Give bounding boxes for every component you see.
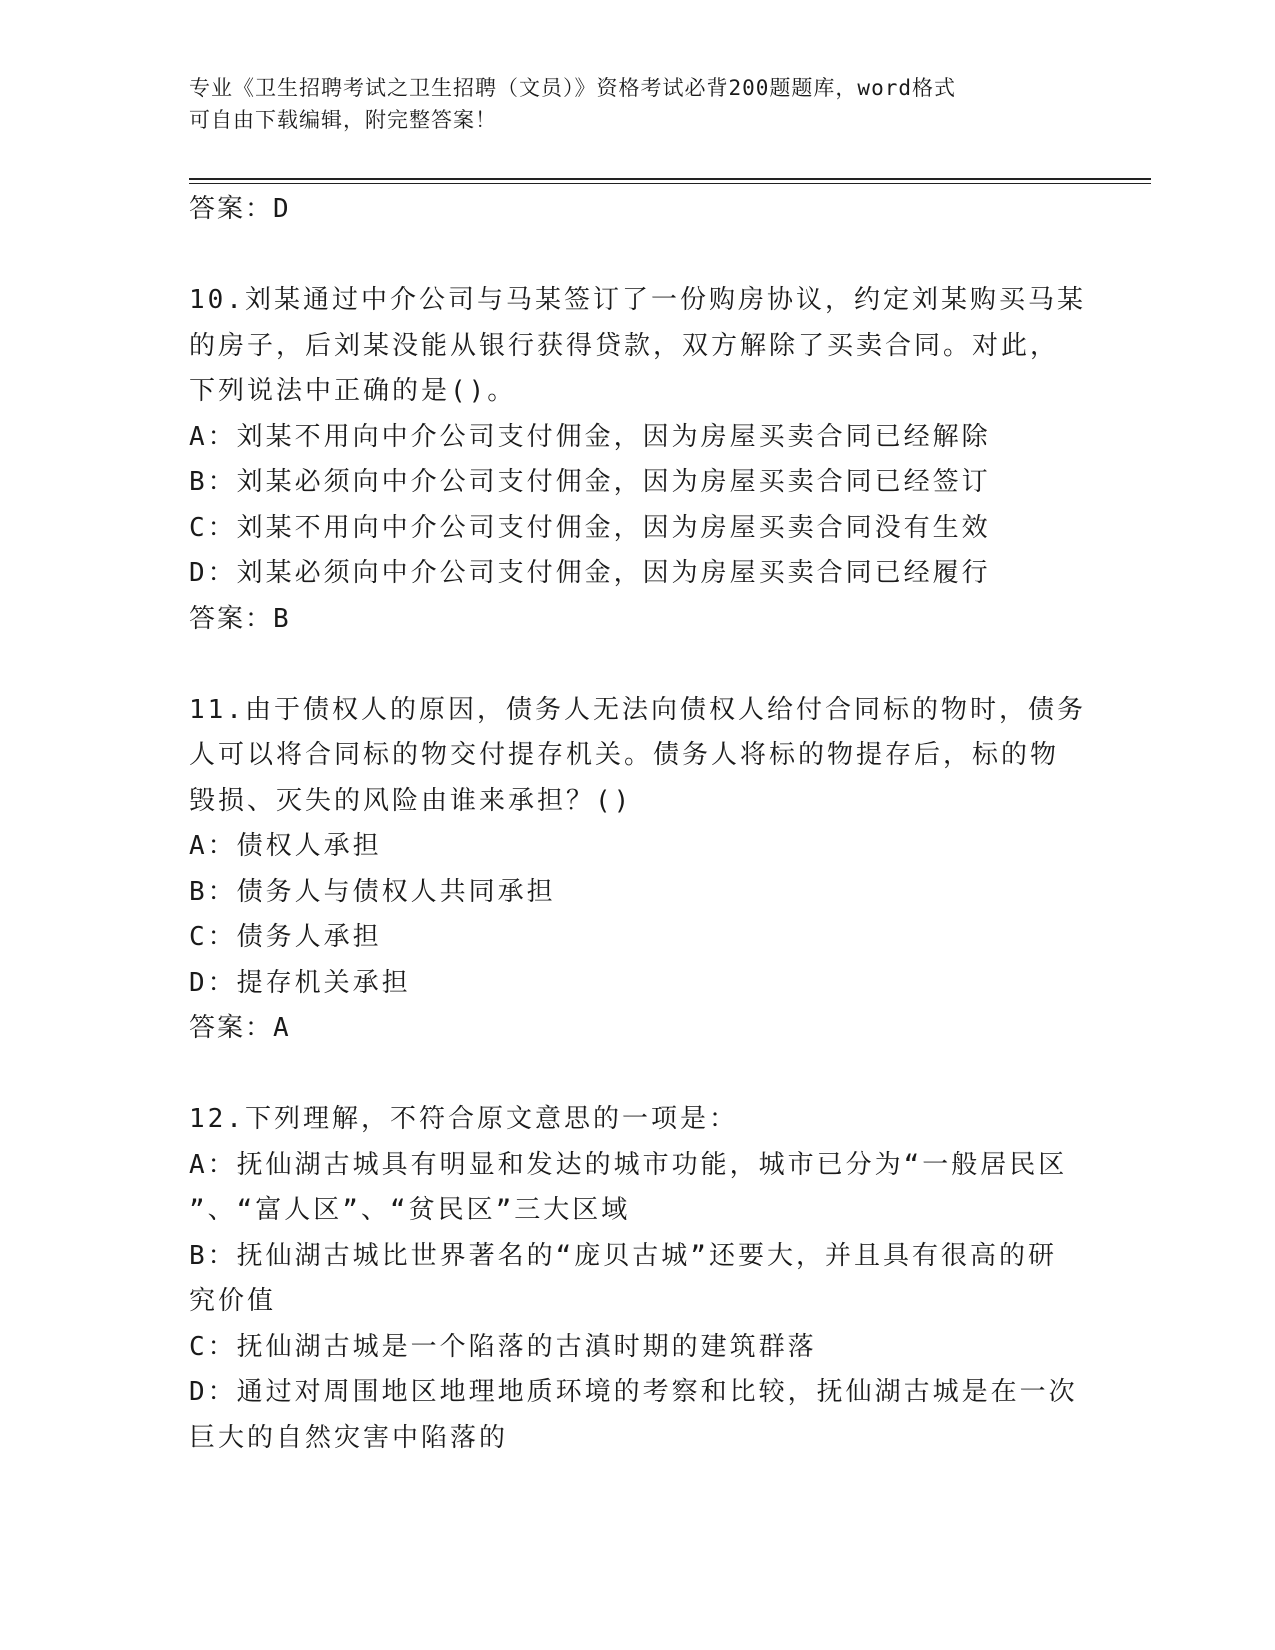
header-title-line-1: 专业《卫生招聘考试之卫生招聘（文员）》资格考试必背200题题库，word格式 (189, 76, 956, 100)
question-stem-line: 人可以将合同标的物交付提存机关。债务人将标的物提存后，标的物 (189, 740, 1060, 770)
question-11 (189, 688, 1089, 1052)
spacer (189, 1052, 1089, 1098)
option-a: A：抚仙湖古城具有明显和发达的城市功能，城市已分为“一般居民区 (189, 1149, 1068, 1180)
question-stem-line: 下列说法中正确的是()。 (189, 376, 517, 406)
question-stem-line: 毁损、灭失的风险由谁来承担？() (189, 785, 633, 816)
header-divider (189, 178, 1151, 184)
answer: 答案：B (189, 603, 291, 634)
question-stem-line: 11.由于债权人的原因，债务人无法向债权人给付合同标的物时，债务 (189, 694, 1086, 725)
option-d: D：刘某必须向中介公司支付佣金，因为房屋买卖合同已经履行 (189, 558, 991, 588)
option-d-continued: 巨大的自然灾害中陷落的 (189, 1422, 509, 1453)
document-header (189, 72, 1069, 136)
option-a-continued: ”、“富人区”、“贫民区”三大区域 (189, 1195, 631, 1225)
question-10 (189, 278, 1089, 642)
answer: 答案：A (189, 1013, 291, 1043)
spacer (189, 233, 1089, 279)
option-b-continued: 究价值 (189, 1286, 277, 1316)
option-c: C：抚仙湖古城是一个陷落的古滇时期的建筑群落 (189, 1331, 817, 1362)
question-stem-line: 12.下列理解，不符合原文意思的一项是： (189, 1104, 738, 1134)
previous-answer: 答案：D (189, 194, 291, 224)
question-stem-line: 10.刘某通过中介公司与马某签订了一份购房协议，约定刘某购买马某 (189, 285, 1086, 315)
question-list (189, 187, 1089, 1461)
option-d: D：通过对周围地区地理地质环境的考察和比较，抚仙湖古城是在一次 (189, 1377, 1078, 1407)
option-b: B：抚仙湖古城比世界著名的“庞贝古城”还要大，并且具有很高的研 (189, 1240, 1057, 1271)
option-d: D：提存机关承担 (189, 967, 411, 998)
option-c: C：债务人承担 (189, 922, 382, 952)
option-a: A：刘某不用向中介公司支付佣金，因为房屋买卖合同已经解除 (189, 421, 991, 452)
question-12 (189, 1097, 1089, 1461)
option-b: B：刘某必须向中介公司支付佣金，因为房屋买卖合同已经签订 (189, 467, 991, 497)
option-a: A：债权人承担 (189, 831, 382, 861)
option-c: C：刘某不用向中介公司支付佣金，因为房屋买卖合同没有生效 (189, 512, 991, 543)
option-b: B：债务人与债权人共同承担 (189, 876, 556, 907)
header-title-line-2: 可自由下载编辑，附完整答案！ (189, 108, 497, 132)
question-stem-line: 的房子，后刘某没能从银行获得贷款，双方解除了买卖合同。对此， (189, 330, 1060, 361)
spacer (189, 642, 1089, 688)
